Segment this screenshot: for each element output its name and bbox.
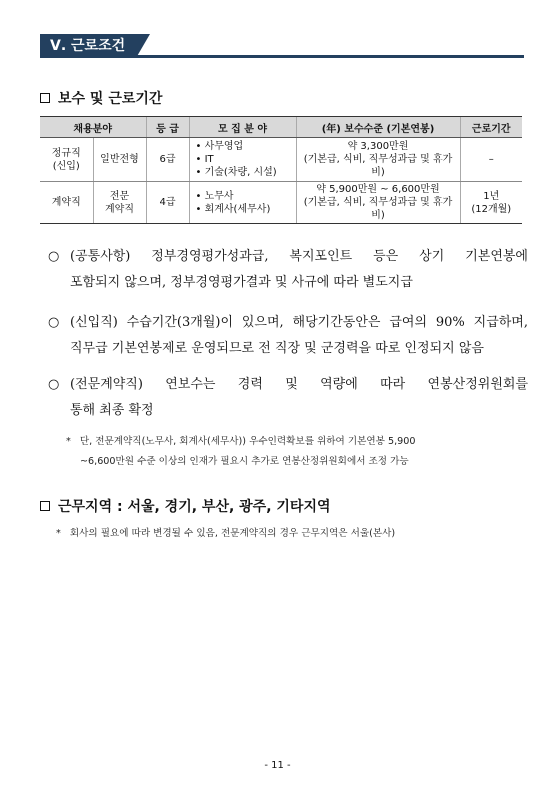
cell-track: 전문 계약직 [93,182,146,224]
pay-table [40,116,522,224]
field-item: • IT [195,154,214,165]
cell-type: 계약직 [40,182,93,224]
cell-fields [189,138,296,182]
note-line: 통해 최종 확정 [70,403,154,418]
checkbox-square-icon [40,93,50,103]
checkbox-square-icon [40,501,50,511]
cell-grade: 6급 [146,138,189,182]
circle-bullet-icon: ○ [48,249,60,264]
location-section-heading [40,496,331,516]
note-text [70,372,528,424]
note-text [70,244,528,296]
note-contract [48,372,528,424]
note-text [70,310,528,362]
cell-period: 1년 (12개월) [460,182,522,224]
location-note-text: 회사의 필요에 따라 변경될 수 있음, 전문계약직의 경우 근무지역은 서울(본사) [69,528,396,539]
cell-fields [189,182,296,224]
sub-note [66,432,522,472]
banner-underline [40,55,524,58]
cell-grade: 4급 [146,182,189,224]
table-row [40,182,522,224]
note-common [48,244,528,296]
note-line: (공통사항) 정부경영평가성과급, 복지포인트 등은 상기 기본연봉에 [70,249,528,264]
table-header-row [40,117,522,138]
circle-bullet-icon: ○ [48,377,60,392]
cell-salary: 약 5,900만원 ~ 6,600만원 (기본급, 식비, 직무성과급 및 휴가비) [296,182,460,224]
header-positions: 모 집 분 야 [189,117,296,138]
location-section-title: 근무지역 : 서울, 경기, 부산, 광주, 기타지역 [58,499,331,515]
note-line: (신입직) 수습기간(3개월)이 있으며, 해당기간동안은 급여의 90% 지급하며, [70,315,528,330]
header-period: 근로기간 [460,117,522,138]
table-row [40,138,522,182]
section-title: Ⅴ. 근로조건 [40,34,136,58]
cell-track: 일반전형 [93,138,146,182]
location-note [56,524,522,544]
cell-salary: 약 3,300만원 (기본급, 식비, 직무성과급 및 휴가비) [296,138,460,182]
asterisk-icon: * [66,436,71,447]
cell-period: – [460,138,522,182]
field-item: • 기술(차량, 시설) [195,167,277,178]
asterisk-icon: * [56,528,61,539]
note-line: 직무급 기본연봉제로 운영되므로 전 직장 및 군경력을 따로 인정되지 않음 [70,341,484,356]
note-newhire [48,310,528,362]
header-recruit-field: 채용분야 [40,117,146,138]
header-grade: 등 급 [146,117,189,138]
section-banner [40,34,524,58]
note-line: 포함되지 않으며, 정부경영평가결과 및 사규에 따라 별도지급 [70,275,413,290]
page-number: - 11 - [264,760,291,771]
field-item: • 노무사 [195,190,234,202]
field-item: • 사무영업 [195,141,244,152]
field-item: • 회계사(세무사) [195,203,271,215]
sub-note-line: 단, 전문계약직(노무사, 회계사(세무사)) 우수인력확보를 위하여 기본연봉 5,900 [79,436,416,447]
circle-bullet-icon: ○ [48,315,60,330]
header-salary: (年) 보수수준 (기본연봉) [296,117,460,138]
sub-note-line: ~6,600만원 수준 이상의 인재가 필요시 추가로 연봉산정위원회에서 조정 가능 [80,456,409,467]
pay-section-heading [40,88,162,108]
note-line: (전문계약직) 연보수는 경력 및 역량에 따라 연봉산정위원회를 [70,377,528,392]
pay-section-title: 보수 및 근로기간 [58,91,163,107]
cell-type: 정규직 (신입) [40,138,93,182]
